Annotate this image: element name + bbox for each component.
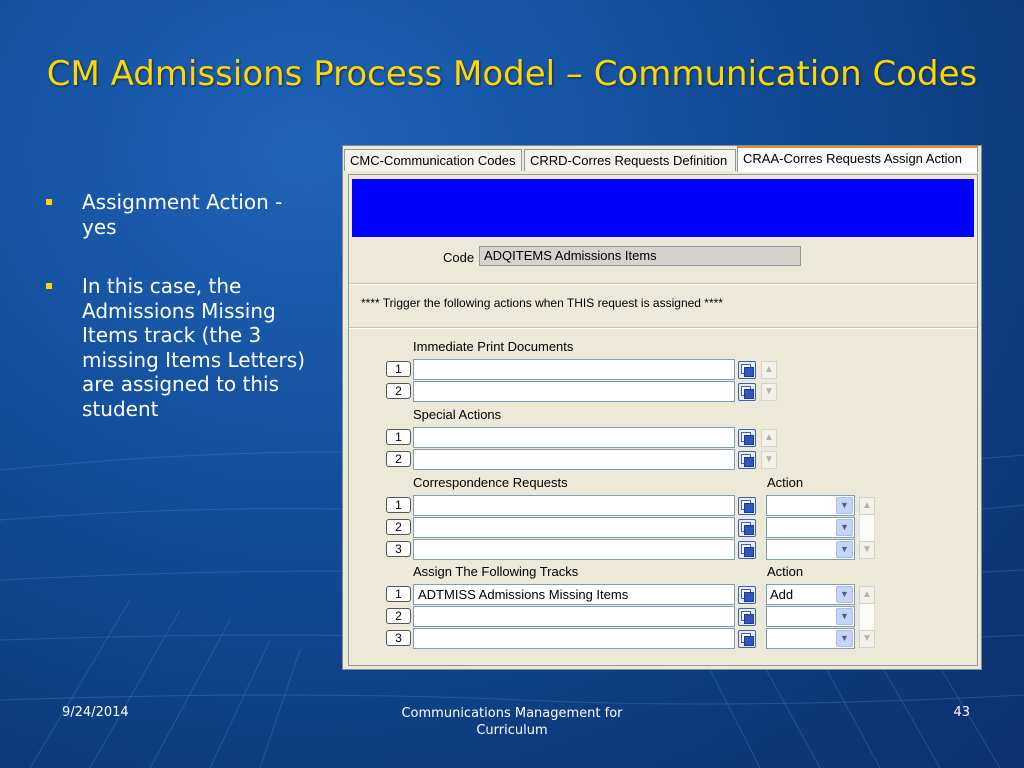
lov-lookup-icon[interactable]	[738, 361, 756, 379]
correspondence-field-3[interactable]	[413, 539, 735, 560]
lov-lookup-icon[interactable]	[738, 451, 756, 469]
track-field-2[interactable]	[413, 606, 735, 627]
lov-lookup-icon[interactable]	[738, 519, 756, 537]
correspondence-action-select-2[interactable]	[766, 517, 855, 538]
app-window	[342, 145, 982, 670]
lov-lookup-icon[interactable]	[738, 497, 756, 515]
correspondence-action-label: Action	[767, 475, 804, 490]
scroll-down-icon[interactable]: ▼	[761, 383, 777, 401]
bullet-square-icon	[46, 283, 52, 289]
scrollbar-track[interactable]	[859, 604, 875, 630]
lov-lookup-icon[interactable]	[738, 608, 756, 626]
tab-craa[interactable]: CRAA-Corres Requests Assign Action	[737, 146, 978, 172]
dropdown-arrow-icon[interactable]: ▼	[836, 630, 853, 647]
dropdown-arrow-icon[interactable]: ▼	[836, 497, 853, 514]
lov-lookup-icon[interactable]	[738, 630, 756, 648]
tab-crrd[interactable]: CRRD-Corres Requests Definition	[524, 149, 736, 171]
divider	[349, 283, 977, 285]
tab-cmc[interactable]: CMC-Communication Codes	[344, 149, 522, 171]
scroll-down-icon[interactable]: ▼	[761, 451, 777, 469]
tracks-action-label: Action	[767, 564, 804, 579]
row-number-button[interactable]: 2	[386, 608, 411, 624]
footer-date: 9/24/2014	[62, 705, 129, 720]
immediate-print-label: Immediate Print Documents	[413, 339, 574, 354]
row-number-button[interactable]: 3	[386, 541, 411, 557]
bullet-text: Assignment Action - yes	[82, 190, 283, 239]
row-number-button[interactable]: 2	[386, 451, 411, 467]
immediate-print-field-1[interactable]	[413, 359, 735, 380]
select-value: Add	[770, 587, 794, 602]
row-number-button[interactable]: 1	[386, 586, 411, 602]
code-label: Code	[443, 250, 475, 265]
immediate-print-field-2[interactable]	[413, 381, 735, 402]
special-actions-label: Special Actions	[413, 407, 502, 422]
footer-title: Communications Management for Curriculum	[401, 706, 623, 738]
bullet-square-icon	[46, 199, 52, 205]
dropdown-arrow-icon[interactable]: ▼	[836, 586, 853, 603]
bullet-item	[40, 190, 310, 239]
page-number: 43	[953, 705, 970, 720]
special-action-field-2[interactable]	[413, 449, 735, 470]
dropdown-arrow-icon[interactable]: ▼	[836, 608, 853, 625]
code-field[interactable]: ADQITEMS Admissions Items	[479, 246, 801, 266]
correspondence-action-select-3[interactable]	[766, 539, 855, 560]
row-number-button[interactable]: 1	[386, 429, 411, 445]
dropdown-arrow-icon[interactable]: ▼	[836, 541, 853, 558]
row-number-button[interactable]: 1	[386, 361, 411, 377]
correspondence-label: Correspondence Requests	[413, 475, 568, 490]
row-number-button[interactable]: 2	[386, 519, 411, 535]
track-field-3[interactable]	[413, 628, 735, 649]
scroll-up-icon[interactable]: ▲	[859, 497, 875, 515]
tracks-label: Assign The Following Tracks	[413, 564, 579, 579]
lov-lookup-icon[interactable]	[738, 429, 756, 447]
lov-lookup-icon[interactable]	[738, 541, 756, 559]
correspondence-action-select-1[interactable]	[766, 495, 855, 516]
tab-panel	[348, 174, 978, 666]
trigger-text: **** Trigger the following actions when THIS request is assigned ****	[361, 296, 723, 310]
correspondence-field-1[interactable]	[413, 495, 735, 516]
header-bar	[352, 179, 974, 237]
track-action-select-3[interactable]	[766, 628, 855, 649]
row-number-button[interactable]: 2	[386, 383, 411, 399]
track-field-1[interactable]: ADTMISS Admissions Missing Items	[413, 584, 735, 605]
divider	[349, 327, 977, 329]
correspondence-field-2[interactable]	[413, 517, 735, 538]
track-action-select-2[interactable]	[766, 606, 855, 627]
track-action-select-1[interactable]	[766, 584, 855, 605]
scroll-down-icon[interactable]: ▼	[859, 541, 875, 559]
scroll-up-icon[interactable]: ▲	[761, 361, 777, 379]
bullet-list	[40, 190, 310, 456]
row-number-button[interactable]: 1	[386, 497, 411, 513]
scroll-up-icon[interactable]: ▲	[859, 586, 875, 604]
dropdown-arrow-icon[interactable]: ▼	[836, 519, 853, 536]
lov-lookup-icon[interactable]	[738, 383, 756, 401]
special-action-field-1[interactable]	[413, 427, 735, 448]
row-number-button[interactable]: 3	[386, 630, 411, 646]
bullet-item	[40, 274, 310, 421]
scrollbar-track[interactable]	[859, 515, 875, 541]
lov-lookup-icon[interactable]	[738, 586, 756, 604]
bullet-text: In this case, the Admissions Missing Items track (the 3 missing Items Letters) are assigned to this student	[82, 274, 305, 421]
scroll-up-icon[interactable]: ▲	[761, 429, 777, 447]
scroll-down-icon[interactable]: ▼	[859, 630, 875, 648]
slide-title: CM Admissions Process Model – Communication Codes	[46, 54, 978, 94]
